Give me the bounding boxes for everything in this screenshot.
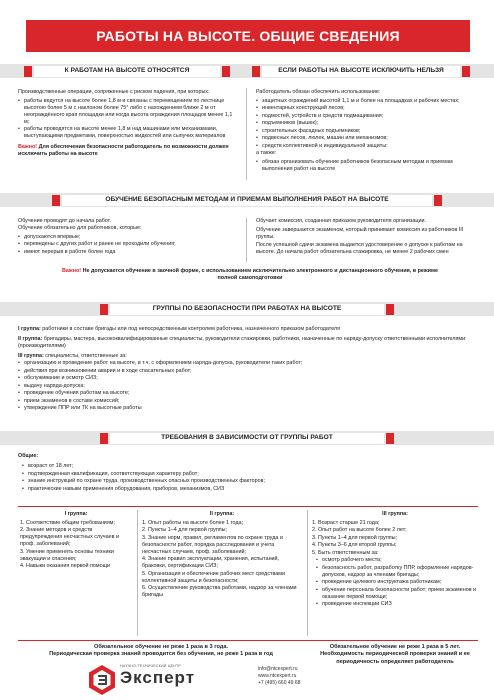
list-item: 3. Знание норм, правил, регламентов по охране труда и безопасности работ, порядка расследования и учета несчастных случаев, проф. заболеваний;: [142, 534, 283, 555]
list-item: • подъемников (вышек);: [256, 120, 478, 127]
list-item: 6. Осуществление руководства работами, надзор за членами бригады: [142, 585, 297, 599]
list-item: • подвесных лесов, люлек, машин или механизмов;: [256, 135, 478, 142]
list-item: 1. Возраст старше 21 года;: [312, 519, 380, 526]
group-table-bottom-line: [18, 640, 478, 641]
section-title-unavoidable: ЕСЛИ РАБОТЫ НА ВЫСОТЕ ИСКЛЮЧИТЬ НЕЛЬЗЯ: [262, 66, 460, 77]
email-link[interactable]: info@ntcexpert.ru: [258, 666, 298, 672]
list-item: 1. Опыт работы на высоте более 1 года;: [142, 519, 243, 526]
group2-title: II группа:: [209, 511, 235, 517]
group1-desc: I группа: работники в составе бригады или под непосредственным контролем работника, назначенного приказом работодателя: [18, 326, 341, 332]
list-item: 2. Пункты 1–4 для первой группы;: [142, 527, 228, 534]
warning-label: Важно!: [62, 268, 82, 274]
group3-column: [312, 511, 478, 609]
list-item: • осмотр рабочего места;: [316, 557, 478, 564]
group2-desc: II группа: бригадиры, мастера, высококвалифицированные специалисты, руководители стажировки, работники, назначенные по наряду-допуску ответственными исполнителями (производителями): [18, 336, 466, 350]
height-work-list: [18, 98, 236, 141]
safety-groups: [18, 326, 480, 413]
period-group12: [20, 644, 302, 660]
common-requirements: [18, 453, 480, 493]
section-title-groups: ГРУППЫ ПО БЕЗОПАСНОСТИ ПРИ РАБОТАХ НА ВЫСОТЕ: [110, 304, 384, 315]
exam-text: Обучение завершается экзаменом, который принимает комиссия из работников III группы.: [256, 226, 464, 240]
list-item: 5. Организация и обеспечение рабочих мест средствами коллективной защиты и безопасности;: [142, 570, 286, 584]
list-item: • возраст от 18 лет;: [22, 463, 480, 470]
list-item: 3. Пункты 1–4 для первой группы;: [312, 534, 398, 541]
group3-duties-list: [312, 557, 478, 608]
list-item: 2. Знание методов и средств предупреждения несчастных случаев и проф. заболеваний;: [20, 527, 119, 548]
list-item: • проведение инспекции СИЗ: [316, 601, 478, 608]
group1-column: [20, 511, 132, 571]
list-item: • допускаются впервые;: [18, 234, 236, 241]
list-item: • прием экзаменов в составе комиссий;: [18, 398, 480, 405]
list-item: • подмостей, устройств и средств подмащивания;: [256, 113, 478, 120]
warning-label: Важно!: [18, 144, 38, 151]
training-intro-2: Обучение обязательно для работников, которые:: [18, 225, 142, 232]
list-item: • проведение обучения работам на высоте;: [18, 390, 480, 397]
training-warning: [60, 268, 440, 282]
obligations-list: [256, 98, 478, 150]
section-title-training: ОБУЧЕНИЕ БЕЗОПАСНЫМ МЕТОДАМ И ПРИЕМАМ ВЫПОЛНЕНИЯ РАБОТ НА ВЫСОТЕ: [62, 195, 432, 206]
period-text: Необходимость периодической проверки знаний и ее периодичность определяет работодатель: [320, 651, 470, 665]
period-text: Обязательное обучение не реже 1 раза в 3 года.: [93, 644, 229, 650]
list-item: 1. Соответствие общим требованиям;: [20, 519, 115, 526]
employer-obligations: [256, 89, 478, 173]
list-item: • защитных ограждений высотой 1,1 м и более на площадках и рабочих местах;: [256, 98, 478, 105]
list-item: • практические навыки применения оборудования, приборов, механизмов, СИЗ: [22, 486, 480, 493]
list-item: 5. Быть ответственным за:: [312, 549, 379, 556]
height-work-definition: [18, 89, 236, 160]
list-item: • действия при возникновении аварии и в ходе спасательных работ;: [18, 368, 480, 375]
list-item: • инвентарных конструкций лесов;: [256, 105, 478, 112]
company-logo: [86, 664, 118, 696]
list-item: • обязан организовать обучение работников безопасным методам и приемам выполнения работ на высоте: [256, 159, 478, 173]
obligations-also-list: [256, 159, 478, 173]
group3-title: III группа:: [382, 511, 408, 517]
header: [0, 0, 494, 60]
period-text: Обязательное обучение не реже 1 раза в 5 лет.: [329, 644, 461, 650]
period-text: Периодическая проверка знаний проводится без обучения, не реже 1 раза в год: [49, 651, 273, 658]
group1-list: [20, 520, 132, 571]
brand-subtitle: НАУЧНО-ТЕХНИЧЕСКИЙ ЦЕНТР: [120, 664, 181, 668]
list-item: 4. Знание правил эксплуатации, хранения, испытаний, браковки, сертификации СИЗ;: [142, 556, 280, 570]
list-item: • строительных фасадных подъемников;: [256, 128, 478, 135]
list-item: • имеют перерыв в работе более года: [18, 249, 236, 256]
hex-logo-icon: [86, 664, 118, 696]
contacts: [258, 666, 300, 687]
obligations-intro: Работодатель обязан обеспечить использование:: [256, 89, 381, 95]
group3-list: [312, 520, 478, 557]
list-item: • работы ведутся на высоте более 1,8 м и связаны с перемещением по лестнице высотою более 5 м с наклоном более 75° либо с нахождением ближе 2 м от неограждённого края площадки или когда высота ограждения площадок менее 1,1 м;: [18, 98, 236, 126]
list-item: • переведены с других работ и ранее не проходили обучения;: [18, 241, 236, 248]
training-intro: Обучение проводят до начала работ.: [18, 218, 112, 224]
group-table-top-line: [18, 506, 478, 507]
list-item: • подтвержденная квалификация, соответствующая характеру работ;: [22, 471, 480, 478]
list-item: • знание инструкций по охране труда, производственных опасных производственных факторов;: [22, 478, 480, 485]
list-item: 4. Пункты 3–6 для второй группы;: [312, 542, 397, 549]
list-item: • средств коллективной и индивидуальной защиты;: [256, 143, 478, 150]
list-item: • утверждение ППР или ТК на высотные работы: [18, 405, 480, 412]
list-item: • выдачу наряда-допуска;: [18, 383, 480, 390]
list-item: • обучение персонала безопасности работ; прием экзаменов и оказание первой помощи;: [316, 587, 478, 601]
commission-text: Обучает комиссия, созданная приказом руководителя организации.: [256, 218, 426, 224]
title-banner: [26, 20, 470, 52]
phone-link[interactable]: +7 (495) 660 49 68: [258, 680, 301, 686]
training-conditions: [18, 218, 236, 256]
brand-name: Эксперт: [120, 667, 196, 687]
section-title-height-work: К РАБОТАМ НА ВЫСОТЕ ОТНОСЯТСЯ: [34, 66, 220, 77]
warning-text: Не допускается обучение в заочной форме, с использованием исключительно электронного и дистанционного обучения, в режиме полной самоподготовки: [82, 268, 438, 282]
common-list: [18, 463, 480, 493]
list-item: • безопасность работ, разработку ППР, оформление нарядов-допусков, надзор за членами бригады;: [316, 565, 478, 579]
height-work-intro: Производственные операции, сопряженные с риском падения, при которых:: [18, 89, 210, 95]
warning-text: Для обеспечения безопасности работодатель по возможности должен исключить работы на высоте: [18, 144, 229, 158]
common-label: Общие:: [18, 453, 39, 459]
list-item: 2. Опыт работ на высоте более 2 лет;: [312, 527, 407, 534]
obligations-also: а также:: [256, 150, 277, 157]
period-group3: [312, 644, 478, 667]
list-item: • организацию и проведение работ на высоте, в т.ч. с оформлением наряда-допуска, руководители таких работ;: [18, 360, 480, 367]
group2-column: [142, 511, 302, 600]
brand: [120, 664, 195, 686]
warning-note: [18, 144, 236, 158]
list-item: 4. Навыки оказания первой помощи: [20, 563, 111, 570]
list-item: • обслуживание и осмотр СИЗ;: [18, 375, 480, 382]
column-divider: [307, 510, 308, 636]
site-link[interactable]: www.ntcexpert.ru: [258, 673, 297, 679]
training-commission: [256, 218, 478, 258]
certificate-text: После успешной сдачи экзамена выдается удостоверение о допуске к работам на высоте. До начала работ обязательна стажировка, не менее 2 рабочих смен: [256, 242, 463, 256]
column-divider: [246, 88, 247, 180]
column-divider: [246, 218, 247, 262]
column-divider: [137, 510, 138, 636]
group1-title: I группа:: [64, 511, 88, 517]
training-list: [18, 234, 236, 256]
group3-list: [18, 360, 480, 412]
list-item: • проведение целевого инструктажа работникам;: [316, 579, 478, 586]
page-title: РАБОТЫ НА ВЫСОТЕ. ОБЩИЕ СВЕДЕНИЯ: [96, 27, 400, 44]
list-item: • работы проводятся на высоте менее 1,8 м над машинами или механизмами, выступающими предметами, поверхностью жидкостей или сыпучих материалов: [18, 126, 236, 140]
section-title-requirements: ТРЕБОВАНИЯ В ЗАВИСИМОСТИ ОТ ГРУППЫ РАБОТ: [110, 433, 384, 444]
group3-desc: III группа: специалисты, ответственные за:: [18, 353, 127, 360]
group2-list: [142, 520, 302, 600]
list-item: 3. Умение применять основы техники эвакуации и спасения;: [20, 548, 114, 562]
